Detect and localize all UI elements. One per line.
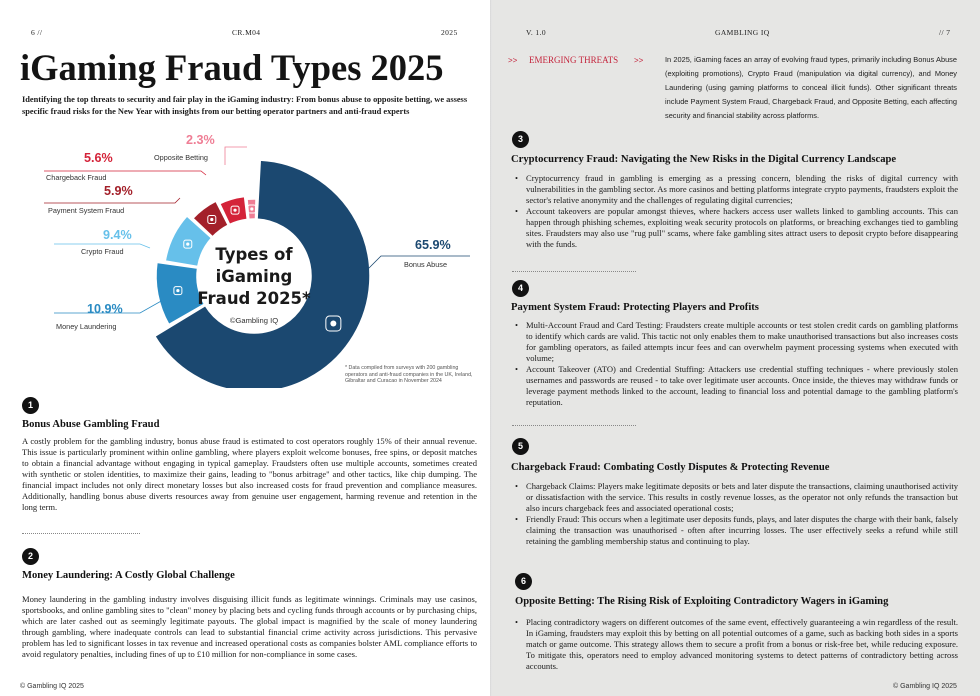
bullet-4-1: • Multi-Account Fraud and Card Testing: Fraudsters create multiple accounts or test stolen credit cards on gambling platforms to identify which cards are valid. This tactic not only enables them to make unauthorised transactions but also increases costs for gambling operators, as failed attempts incur fees and can overwhelm payment processing systems when executed with volume;	[512, 320, 958, 364]
footer-right: © Gambling IQ 2025	[893, 683, 957, 690]
pct-money-laundering: 10.9%	[87, 302, 123, 316]
bullet-4-2: • Account Takeover (ATO) and Credential Stuffing: Attackers use credential stuffing techniques - where previously stolen usernames and passwords are reused - to take over legitimate user accounts. Once inside, the thieves may withdraw funds or leverage payment methods linked to the account, leading to financial loss and potential damage to the gambling platform's reputation.	[512, 364, 958, 408]
section-divider	[22, 533, 140, 534]
section-heading-5: Chargeback Fraud: Combating Costly Disputes & Protecting Revenue	[511, 462, 830, 473]
section-number-5: 5	[512, 438, 529, 455]
section-divider	[512, 271, 636, 272]
section-number-3: 3	[512, 131, 529, 148]
section-heading-4: Payment System Fraud: Protecting Players and Profits	[511, 302, 759, 313]
label-payment-system-fraud: Payment System Fraud	[48, 206, 125, 215]
donut-center-credit: ©Gambling IQ	[229, 316, 279, 325]
section-heading-2: Money Laundering: A Costly Global Challenge	[22, 570, 235, 581]
bullet-list-5	[512, 481, 958, 547]
pct-crypto-fraud: 9.4%	[103, 228, 132, 242]
tag-arrows-right: >>	[634, 56, 644, 65]
tag-arrows-left: >>	[508, 56, 518, 65]
label-money-laundering: Money Laundering	[56, 322, 117, 331]
label-chargeback-fraud: Chargeback Fraud	[46, 173, 107, 182]
pct-bonus-abuse: 65.9%	[415, 238, 451, 252]
section-number-6: 6	[515, 573, 532, 590]
page-number-left: 6 //	[31, 28, 43, 37]
section-body-1: A costly problem for the gambling industry, bonus abuse fraud is estimated to cost operators roughly 15% of their annual revenue. This issue is particularly prominent within online gambling, where players exploit welcome bonuses, free spins, or deposit matches to obtain a financial advantage without engaging in typical gameplay. Fraudsters often use multiple accounts, sometimes created with synthetic or stolen identities, to maximize their gains, leading to "bonus arbitrage" and other tactics, like chip dumping. The financial impact includes not only direct monetary losses but also increased costs for fraud prevention and compliance measures. Additionally, handling bonus abuse diverts resources away from genuine user engagement, harming revenue and retention in the long term.	[22, 436, 477, 513]
bullet-list-6	[512, 617, 958, 672]
section-body-2: Money laundering in the gambling industry involves disguising illicit funds as legitimate winnings. Criminals may use casinos, sportsbooks, and online gambling sites to "clean" money by placing bets and cycling funds through accounts or by purchasing chips, which are later cashed out as seemingly legitimate payouts. The global impact is magnified by the scale of money laundering through gambling, where inadequate controls can lead to substantial financial crime activity across jurisdictions. This pervasive problem has led to significant losses in tax revenue and increased operational costs as companies bolster AML compliance efforts to avoid regulatory penalties, including fines of up to £10 million for non-compliance in some cases.	[22, 594, 477, 660]
page-title: iGaming Fraud Types 2025	[20, 47, 444, 88]
intro-paragraph: In 2025, iGaming faces an array of evolving fraud types, primarily including Bonus Abuse (exploiting promotions), Crypto Fraud (manipulation via digital currency), and Money Laundering (using gaming platforms to conceal illicit funds). Other significant threats include Payment System Fraud, Chargeback Fraud, and Opposite Betting, each affecting security and financial stability across platforms.	[665, 55, 957, 121]
issue-year: 2025	[441, 28, 458, 37]
section-number-1: 1	[22, 397, 39, 414]
leader-line-opposite-betting	[225, 147, 247, 165]
label-opposite-betting: Opposite Betting	[154, 153, 208, 162]
section-number-4: 4	[512, 280, 529, 297]
bullet-list-4	[512, 320, 958, 408]
section-heading-3: Cryptocurrency Fraud: Navigating the New Risks in the Digital Currency Landscape	[511, 154, 897, 165]
section-number-2: 2	[22, 548, 39, 565]
issue-code: CR.M04	[232, 28, 261, 37]
section-heading-6: Opposite Betting: The Rising Risk of Exploiting Contradictory Wagers in iGaming	[515, 596, 889, 607]
bullet-5-1: • Chargeback Claims: Players make legitimate deposits or bets and later dispute the transactions, claiming unauthorised activity or dissatisfaction with the service. This results in costly revenue losses, as the operator not only refunds the transaction but also incurs chargeback fees and associated operational costs;	[512, 481, 958, 514]
label-bonus-abuse: Bonus Abuse	[404, 260, 448, 269]
section-divider	[512, 425, 636, 426]
bullet-3-1: • Cryptocurrency fraud in gambling is emerging as a pressing concern, blending the risks of digital currency with vulnerabilities in the gambling sector. As more casinos and betting platforms integrate crypto payments, fraudsters exploit the sector's relative anonymity and the challenges of regulating digital currencies;	[512, 173, 958, 206]
bullet-6-1: • Placing contradictory wagers on different outcomes of the same event, effectively guaranteeing a win regardless of the result. In iGaming, fraudsters may exploit this by betting on all potential outcomes of a game, such as backing both sides in a sports match or game outcome. This strategy allows them to secure a profit from a bonus or risk-free bet, while reducing exposure. To mitigate this, operators need to employ advanced monitoring systems to detect patterns of contradictory betting across accounts.	[512, 617, 958, 672]
page-subtitle: Identifying the top threats to security and fair play in the iGaming industry: From bonus abuse to opposite betting, we assess specific fraud risks for the New Year with insights from our betting operator partners and anti-fraud experts	[22, 95, 468, 116]
version-label: V. 1.0	[526, 28, 546, 37]
chart-footnote: * Data compiled from surveys with 200 gambling operators and anti-fraud companies in the UK, Ireland, Gibraltar and Curacao in November 2024	[345, 365, 473, 385]
bullet-list-3	[512, 173, 958, 250]
section-heading-1: Bonus Abuse Gambling Fraud	[22, 419, 160, 430]
pct-payment-system-fraud: 5.9%	[104, 184, 133, 198]
right-page	[492, 0, 980, 696]
pct-opposite-betting: 2.3%	[186, 133, 215, 147]
footer-left: © Gambling IQ 2025	[20, 683, 84, 690]
donut-center-title: Types of iGaming Fraud 2025*	[197, 245, 311, 308]
brand-name: GAMBLING IQ	[715, 28, 770, 37]
pct-chargeback-fraud: 5.6%	[84, 151, 113, 165]
page-number-right: // 7	[939, 28, 951, 37]
bullet-5-2: • Friendly Fraud: This occurs when a legitimate user deposits funds, plays, and later disputes the charge with their bank, falsely claiming the transaction was unauthorised - often after incurring losses. The user effectively seeks a refund while still retaining the gambling membership status and continuing to play.	[512, 514, 958, 547]
bullet-3-2: • Account takeovers are popular amongst thieves, where hackers access user wallets linked to gambling accounts. This can happen through phishing schemes, exploiting weak security protocols on platforms, or breaching exchanges tied to gambling sites. Fraudsters may also use "rug pull" scams, where fake gambling sites attract users to deposit crypto before disappearing with the funds.	[512, 206, 958, 250]
section-tag: EMERGING THREATS	[529, 55, 619, 65]
label-crypto-fraud: Crypto Fraud	[81, 247, 124, 256]
leader-line-payment-fraud	[44, 198, 180, 203]
